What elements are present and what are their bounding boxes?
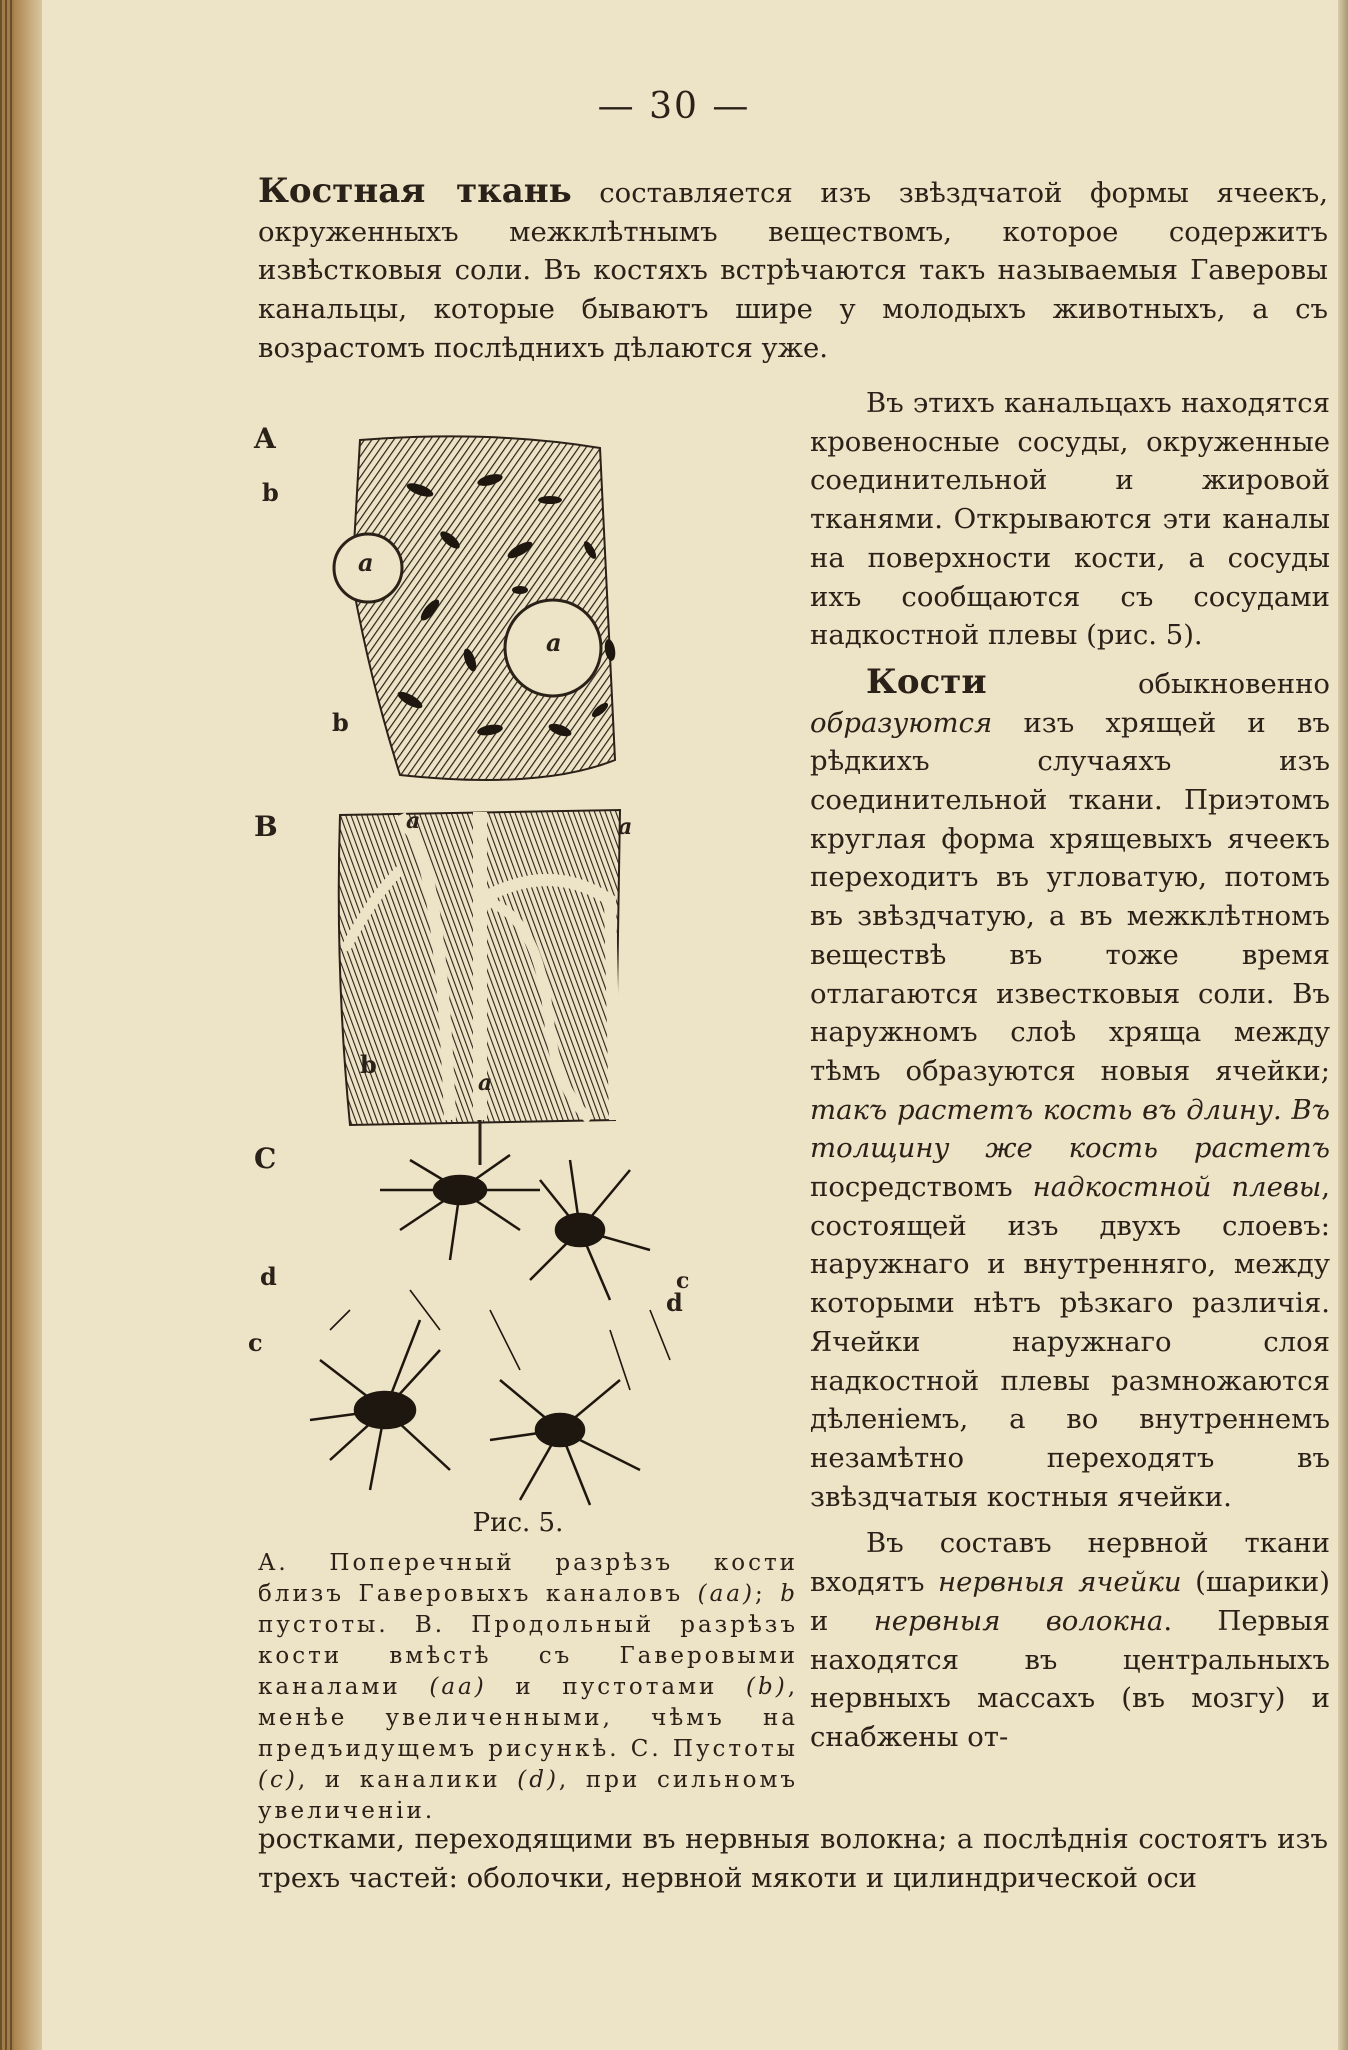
bones-lead-term: Кости (866, 661, 987, 702)
figure-5 (248, 422, 750, 1510)
caption-text-2: ; (755, 1581, 781, 1607)
p3-text-3: . Первыя находятся въ центральныхъ нервныхъ массахъ (въ мозгу) и снабжены от- (810, 1604, 1330, 1753)
p2-text-2: изъ хрящей и въ рѣдкихъ случаяхъ изъ соединительной ткани. Приэтомъ круглая форма хрящевыхъ ячеекъ переходитъ въ угловатую, потомъ въ звѣздчатую, а въ межклѣтномъ веществѣ въ тоже время отлагаются известковыя соли. Въ наружномъ слоѣ хряща между тѣмъ образуются новыя ячейки; (810, 706, 1330, 1087)
right-paragraph-2 (810, 663, 1330, 1516)
panel-c-stellate-cells (310, 1155, 670, 1505)
figure-label-a-center: a (546, 628, 562, 657)
right-paragraph-3 (810, 1524, 1330, 1756)
right-paragraph-1: Въ этихъ канальцахъ находятся кровеносные сосуды, окруженные соединительной и жировой тканями. Открываются эти каналы на поверхности кости, а сосуды ихъ сообщаются съ сосудами надкостной плевы (рис. 5). (810, 387, 1330, 652)
caption-italic-4: (b) (746, 1674, 788, 1700)
bone-tissue-illustration (290, 430, 750, 1510)
caption-italic-3: (аа) (429, 1674, 487, 1700)
figure-label-d-left: d (260, 1262, 277, 1291)
figure-label-A: A (254, 422, 276, 455)
figure-caption (258, 1548, 798, 1827)
caption-italic-5: (с) (258, 1767, 298, 1793)
figure-label-b-panel-b: b (360, 1050, 377, 1079)
figure-label-c-right: c (676, 1268, 690, 1294)
caption-text-6: , и каналики (297, 1767, 518, 1793)
figure-label-c-left: c (248, 1328, 263, 1357)
caption-text-1: А. Поперечный разрѣзъ кости близъ Гаверовыхъ каналовъ (258, 1550, 798, 1607)
p2-text-4: , состоящей изъ двухъ слоевъ: наружнаго и внутренняго, между которыми нѣтъ рѣзкаго различія. Ячейки наружнаго слоя надкостной плевы размножаются дѣленіемъ, а во внутреннемъ незамѣтно переходятъ въ звѣздчатыя костныя ячейки. (810, 1171, 1330, 1513)
caption-italic-2: b (780, 1581, 799, 1607)
panel-a-cross-section (334, 436, 617, 780)
figure-caption-title: Рис. 5. (472, 1508, 564, 1538)
p2-text-1: обыкновенно (986, 667, 1330, 700)
p3-text-2: (шарики) и (810, 1566, 1330, 1637)
bottom-paragraph (258, 1820, 1328, 1897)
figure-label-B: B (254, 810, 278, 843)
figure-label-a-panel-b-2: a (618, 814, 633, 840)
intro-paragraph (258, 172, 1328, 368)
figure-label-C: C (254, 1142, 277, 1175)
figure-label-a-panel-b-3: a (478, 1070, 493, 1096)
intro-lead-term: Костная ткань (258, 171, 572, 211)
intro-text: составляется изъ звѣздчатой формы ячеекъ, окруженныхъ межклѣтнымъ веществомъ, которое содержитъ извѣстковыя соли. Въ костяхъ встрѣчаются такъ называемыя Гаверовы канальцы, которые бываютъ шире у молодыхъ животныхъ, а съ возрастомъ послѣднихъ дѣлаются уже. (258, 177, 1328, 364)
right-column (810, 384, 1330, 1765)
figure-label-a-panel-b-1: a (406, 808, 421, 834)
bottom-text: ростками, переходящими въ нервныя волокна; а послѣднія состоятъ изъ трехъ частей: оболочки, нервной мякоти и цилиндрической оси (258, 1823, 1328, 1894)
page-right-edge (1338, 0, 1348, 2050)
panel-b-longitudinal-section (339, 810, 620, 1165)
p3-italic-1: нервныя ячейки (938, 1566, 1182, 1599)
p3-text-1: Въ составъ нервной ткани входятъ (810, 1527, 1330, 1599)
caption-text-5: , менѣе увеличенными, чѣмъ на предъидущемъ рисункѣ. С. Пустоты (258, 1674, 799, 1762)
p2-text-3: посредствомъ (810, 1171, 1033, 1204)
caption-italic-6: (d) (517, 1767, 559, 1793)
p2-italic-3: надкостной плевы (1032, 1171, 1322, 1204)
p3-italic-2: нервныя волокна (873, 1604, 1164, 1637)
caption-italic-1: (аа) (697, 1581, 755, 1607)
book-binding-edge (0, 0, 42, 2050)
figure-label-b-lower: b (332, 708, 349, 737)
p2-italic-1: образуются (810, 706, 993, 739)
p2-italic-2: такъ растетъ кость въ длину. Въ толщину же кость растетъ (810, 1093, 1330, 1165)
caption-text-7: , при сильномъ увеличеніи. (258, 1767, 798, 1824)
figure-label-a-left: a (358, 548, 374, 577)
figure-label-b-top: b (262, 478, 279, 507)
page-number: — 30 — (597, 86, 751, 127)
figure-label-d-right: d (666, 1288, 683, 1317)
caption-text-3: пустоты. В. Продольный разрѣзъ кости вмѣстѣ съ Гаверовыми каналами (258, 1612, 798, 1700)
caption-text-4: и пустотами (486, 1674, 747, 1700)
